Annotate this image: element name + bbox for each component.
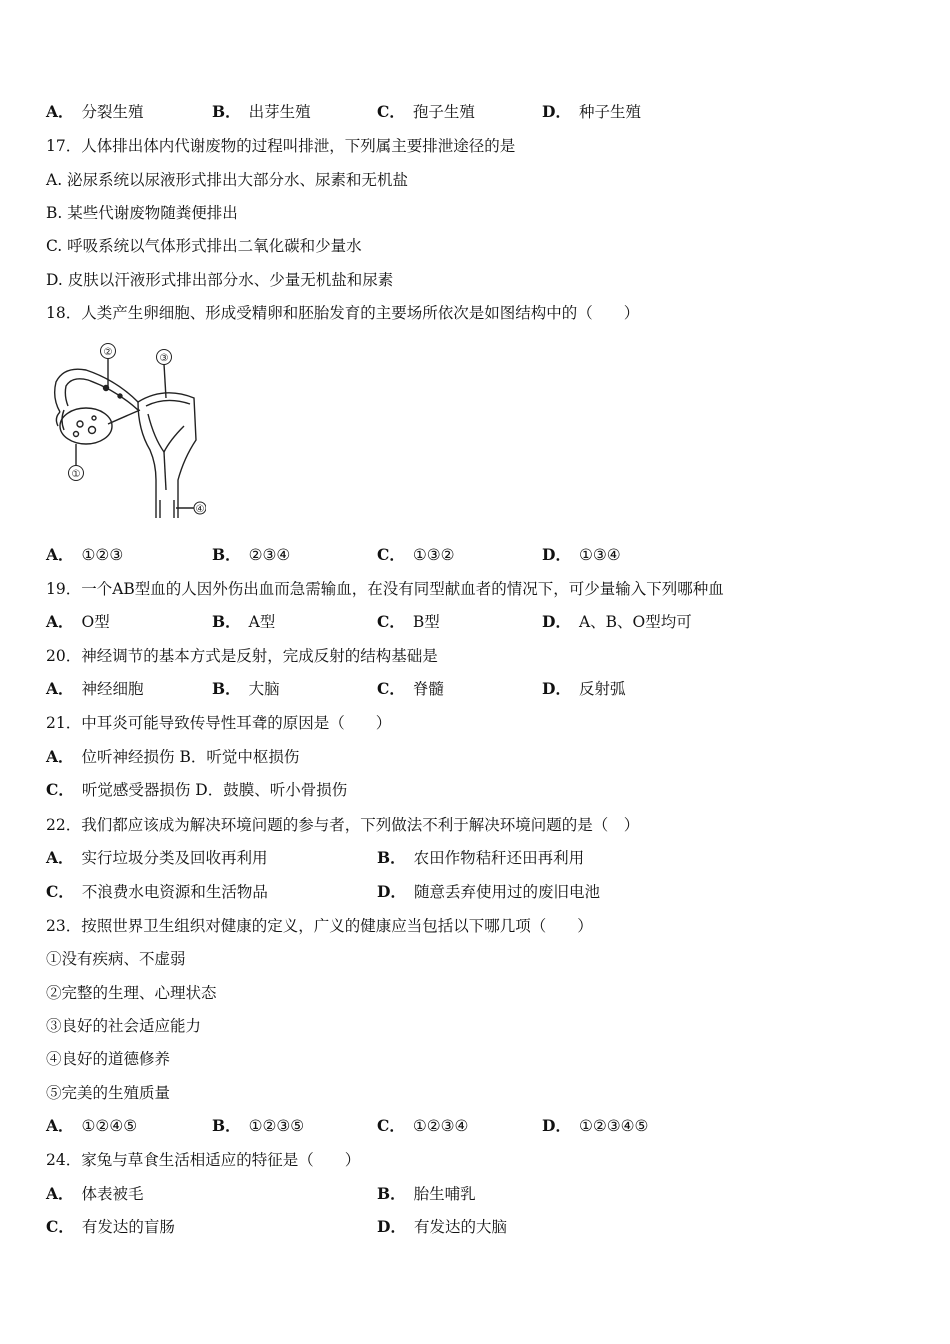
q20-option-b: B． 大脑 xyxy=(212,679,280,698)
q19-option-c: C． B型 xyxy=(377,612,440,631)
q18-option-a: A． ①②③ xyxy=(46,545,124,564)
q19-option-a: A． O型 xyxy=(46,612,110,631)
q19-stem: 19．一个AB型血的人因外伤出血而急需输血，在没有同型献血者的情况下，可少量输入下列哪种血 xyxy=(46,580,724,598)
q23-item-2: ②完整的生理、心理状态 xyxy=(46,984,217,1002)
q18-option-c: C． ①③② xyxy=(377,545,455,564)
q21-stem: 21．中耳炎可能导致传导性耳聋的原因是（ ） xyxy=(46,714,392,732)
figure-label-2: ② xyxy=(103,347,113,358)
q22-stem: 22．我们都应该成为解决环境问题的参与者，下列做法不利于解决环境问题的是（ ） xyxy=(46,816,640,834)
q19-option-b: B． A型 xyxy=(212,612,276,631)
q17-option-d: D. 皮肤以汗液形式排出部分水、少量无机盐和尿素 xyxy=(46,271,394,289)
q16-option-c: C． 孢子生殖 xyxy=(377,102,475,121)
q20-option-d: D． 反射弧 xyxy=(542,679,626,698)
q23-option-a: A． ①②④⑤ xyxy=(46,1116,138,1135)
figure-label-4: ④ xyxy=(195,504,205,515)
q23-option-d: D． ①②③④⑤ xyxy=(542,1116,649,1135)
q22-option-c: C． 不浪费水电资源和生活物品 xyxy=(46,882,268,901)
q20-option-c: C． 脊髓 xyxy=(377,679,444,698)
female-reproductive-system-figure xyxy=(46,340,206,520)
q23-item-1: ①没有疾病、不虚弱 xyxy=(46,950,186,968)
q17-stem: 17．人体排出体内代谢废物的过程叫排泄，下列属主要排泄途径的是 xyxy=(46,137,516,155)
q18-stem: 18．人类产生卵细胞、形成受精卵和胚胎发育的主要场所依次是如图结构中的（ ） xyxy=(46,304,640,322)
q16-option-a: A． 分裂生殖 xyxy=(46,102,144,121)
q24-stem: 24．家兔与草食生活相适应的特征是（ ） xyxy=(46,1151,361,1169)
q18-option-d: D． ①③④ xyxy=(542,545,621,564)
q21-option-cd: C． 听觉感受器损伤 D．鼓膜、听小骨损伤 xyxy=(46,780,348,799)
q20-stem: 20．神经调节的基本方式是反射，完成反射的结构基础是 xyxy=(46,647,438,665)
q22-option-d: D． 随意丢弃使用过的废旧电池 xyxy=(377,882,600,901)
figure-label-3: ③ xyxy=(159,353,169,364)
q16-option-b: B． 出芽生殖 xyxy=(212,102,311,121)
q24-option-a: A． 体表被毛 xyxy=(46,1184,144,1203)
q16-option-d: D． 种子生殖 xyxy=(542,102,641,121)
q23-option-b: B． ①②③⑤ xyxy=(212,1116,305,1135)
q24-option-c: C． 有发达的盲肠 xyxy=(46,1217,175,1236)
q18-option-b: B． ②③④ xyxy=(212,545,291,564)
q22-option-b: B． 农田作物秸秆还田再利用 xyxy=(377,848,585,867)
q23-option-c: C． ①②③④ xyxy=(377,1116,469,1135)
q17-option-b: B. 某些代谢废物随粪便排出 xyxy=(46,204,238,222)
q17-option-c: C. 呼吸系统以气体形式排出二氧化碳和少量水 xyxy=(46,237,362,255)
q22-option-a: A． 实行垃圾分类及回收再利用 xyxy=(46,848,268,867)
q24-option-b: B． 胎生哺乳 xyxy=(377,1184,476,1203)
q17-option-a: A. 泌尿系统以尿液形式排出大部分水、尿素和无机盐 xyxy=(46,171,409,189)
q23-stem: 23．按照世界卫生组织对健康的定义，广义的健康应当包括以下哪几项（ ） xyxy=(46,917,593,935)
q23-item-3: ③良好的社会适应能力 xyxy=(46,1017,202,1035)
figure-label-1: ① xyxy=(71,469,81,480)
q23-item-5: ⑤完美的生殖质量 xyxy=(46,1084,171,1102)
q21-option-ab: A． 位听神经损伤 B．听觉中枢损伤 xyxy=(46,747,300,766)
q19-option-d: D． A、B、O型均可 xyxy=(542,612,692,631)
q23-item-4: ④良好的道德修养 xyxy=(46,1050,171,1068)
q20-option-a: A． 神经细胞 xyxy=(46,679,144,698)
q24-option-d: D． 有发达的大脑 xyxy=(377,1217,507,1236)
